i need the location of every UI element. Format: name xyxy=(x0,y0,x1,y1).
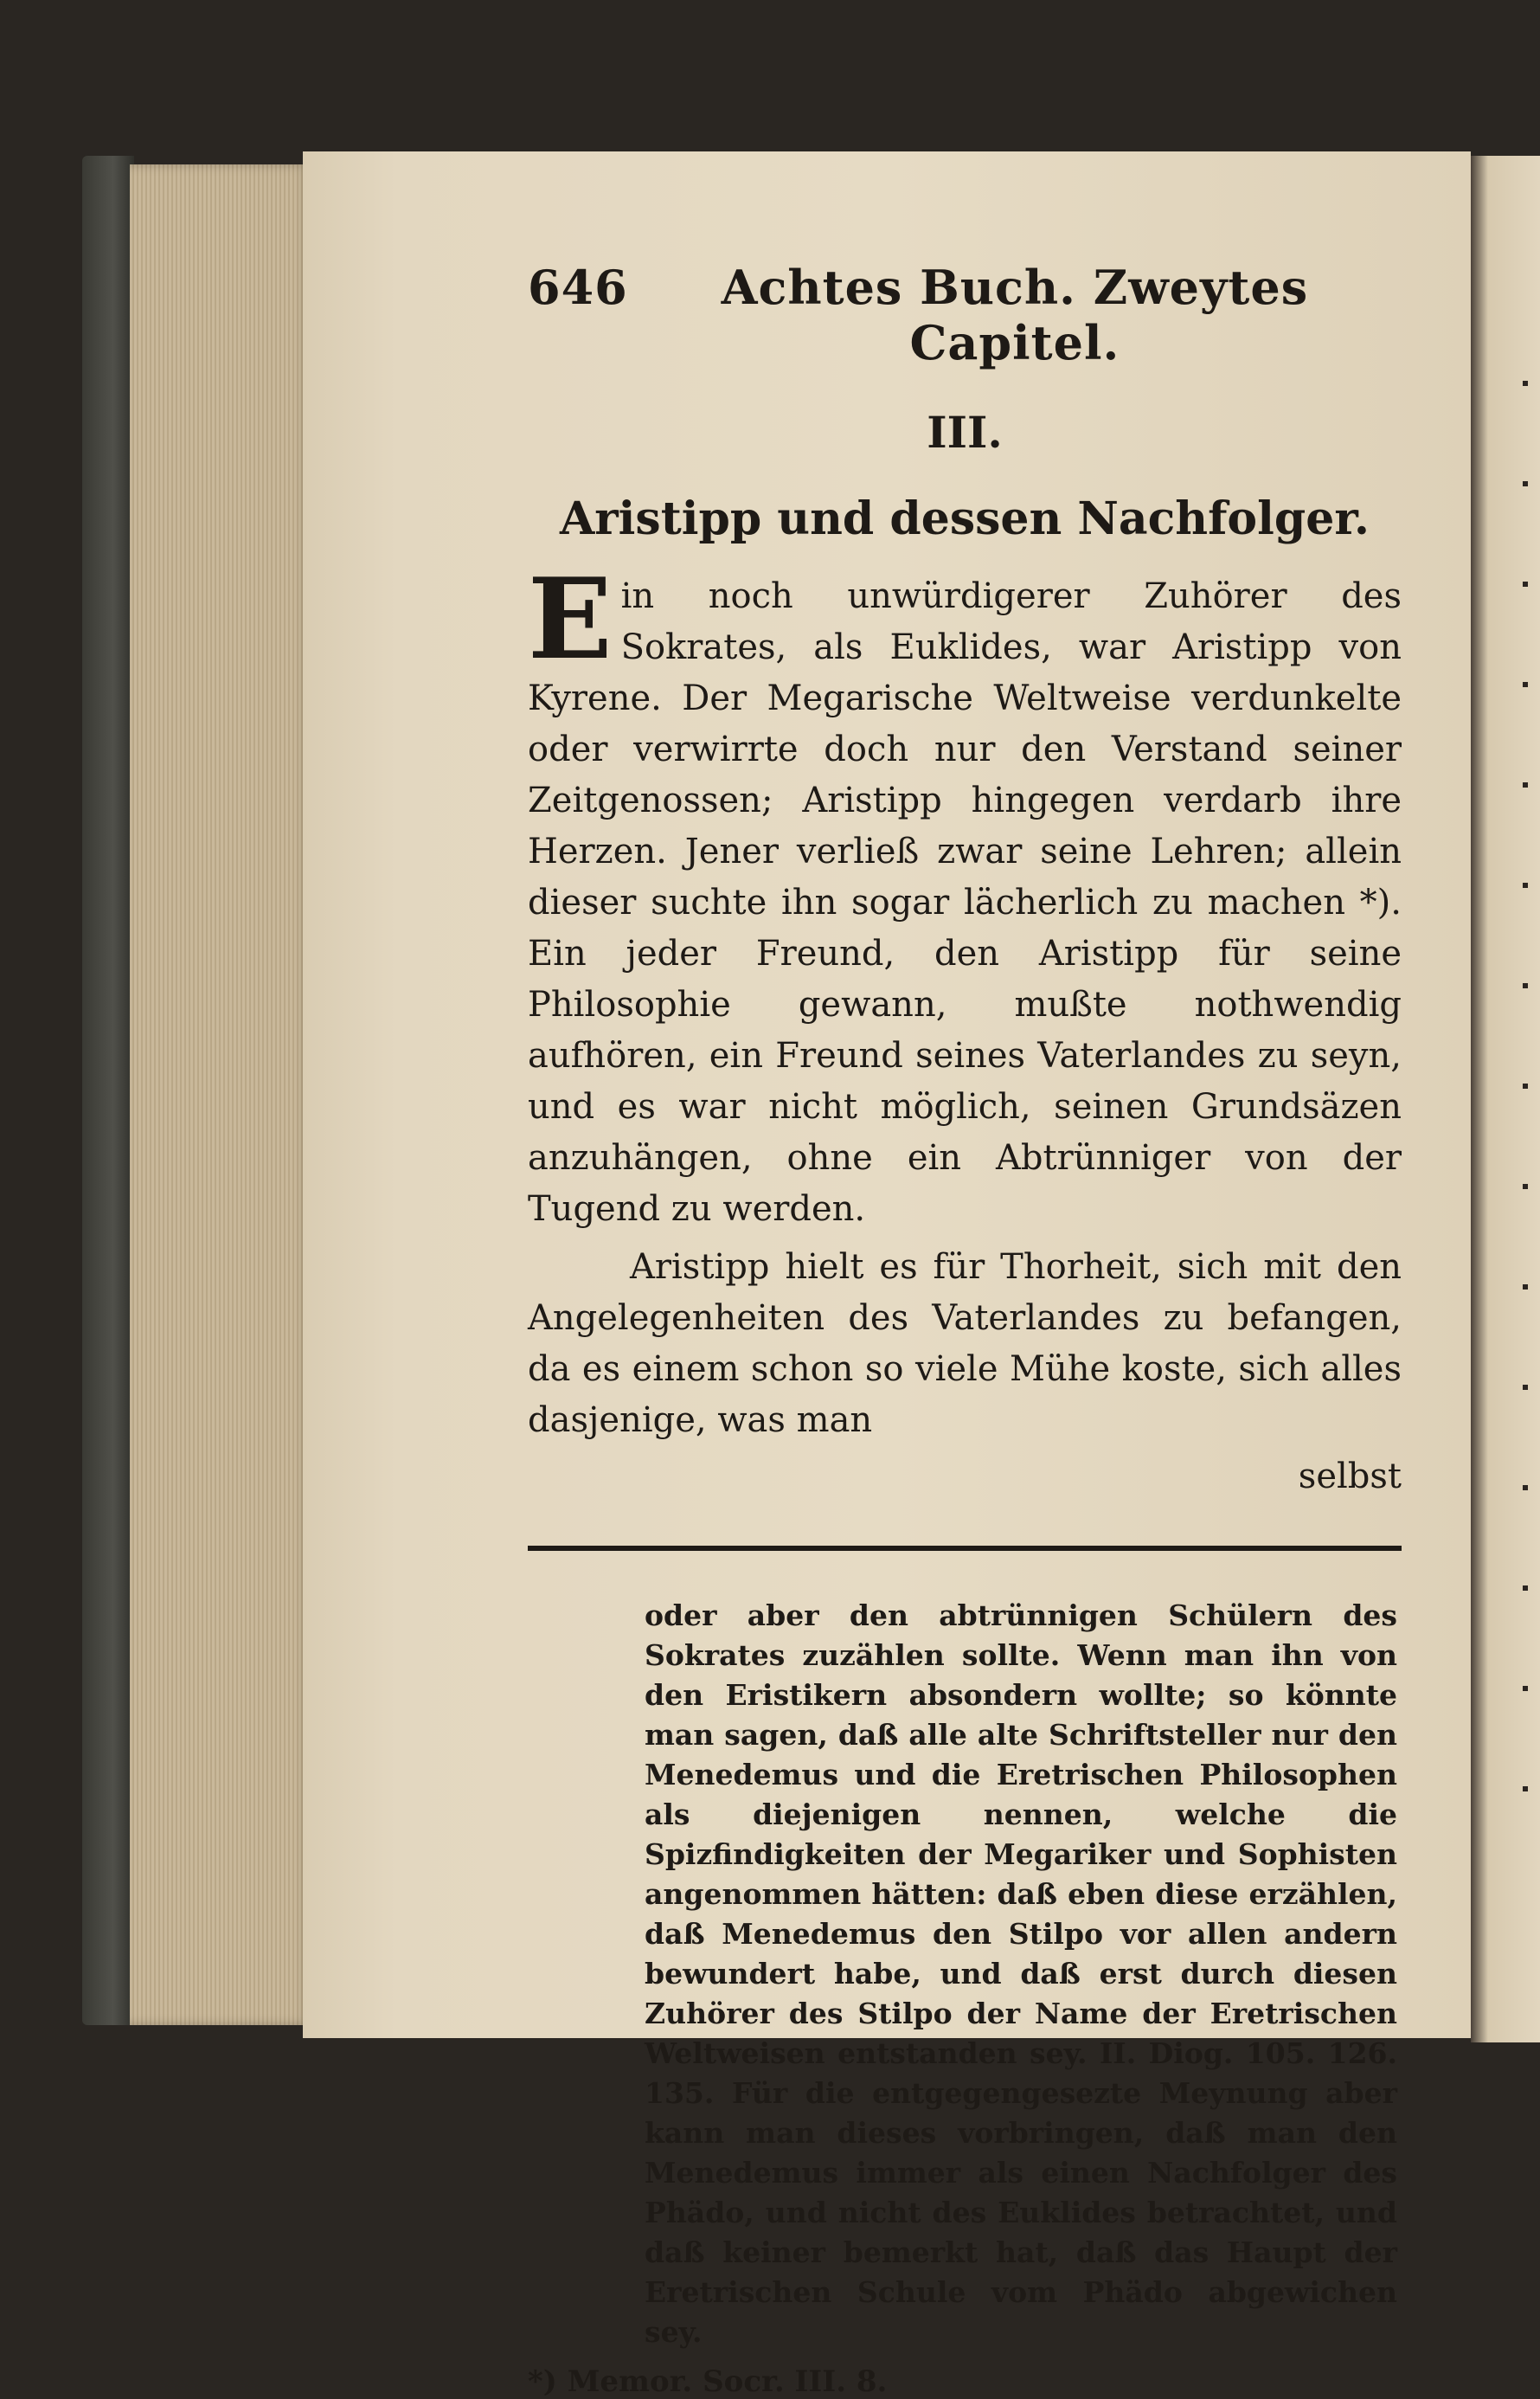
catchword: selbst xyxy=(1298,1457,1402,1496)
paragraph-2: Aristipp hielt es für Thorheit, sich mit den Angelegenheiten des Vaterlandes zu befangen, da es einem schon so viele Mühe koste, sich alles dasjenige, was man xyxy=(528,1247,1402,1440)
page-content xyxy=(528,260,1402,2399)
drop-cap: E xyxy=(528,555,613,685)
section-number: III. xyxy=(927,407,1003,458)
paragraph-1 xyxy=(528,555,1402,1235)
footnote-reference: *) Memor. Socr. III. 8. xyxy=(528,2364,888,2399)
running-header xyxy=(528,260,1402,370)
page-number: 646 xyxy=(528,260,628,315)
paragraph-1-text: in noch unwürdigerer Zuhörer des Sokrates, als Euklides, war Aristipp von Kyrene. Der Megarische Weltweise verdunkelte oder verwirrte doch nur den Verstand seiner Zeitgenossen; Aristipp hingegen verdarb ihre Herzen. Jener verließ zwar seine Lehren; allein dieser suchte ihn sogar lächerlich zu machen *). Ein jeder Freund, den Aristipp für seine Philosophie gewann, mußte nothwendig aufhören, ein Freund seines Vaterlandes zu seyn, und es war nicht möglich, seinen Grundsäzen anzuhängen, ohne ein Abtrünniger von der Tugend zu werden. xyxy=(528,576,1402,1229)
running-title: Achtes Buch. Zweytes Capitel. xyxy=(721,260,1309,370)
footnote-continued: oder aber den abtrünnigen Schülern des Sokrates zuzählen sollte. Wenn man ihn von den Eristikern absondern wollte; so könnte man sagen, daß alle alte Schriftsteller nur den Menedemus und die Eretrischen Philosophen als diejenigen nennen, welche die Spizfindigkeiten der Megariker und Sophisten angenommen hätten: daß eben diese erzählen, daß Menedemus den Stilpo vor allen andern bewundert habe, und daß erst durch diesen Zuhörer des Stilpo der Name der Eretrischen Weltweisen entstanden sey. II. Diog. 105. 126. 135. Für die entgegengesezte Meynung aber kann man dieses vorbringen, daß man den Menedemus immer als einen Nachfolger des Phädo, und nicht des Euklides betrachtet, und daß keiner bemerkt hat, daß das Haupt der Eretrischen Schule vom Phädo abgewichen sey. xyxy=(645,1598,1397,2349)
section-title: Aristipp und dessen Nachfolger. xyxy=(559,492,1370,545)
facing-page-marks xyxy=(1523,381,1540,1887)
page-block-edge xyxy=(130,164,311,2025)
book-cover-edge xyxy=(82,156,134,2025)
main-text xyxy=(528,555,1402,1502)
footnote-rule xyxy=(528,1546,1402,1551)
